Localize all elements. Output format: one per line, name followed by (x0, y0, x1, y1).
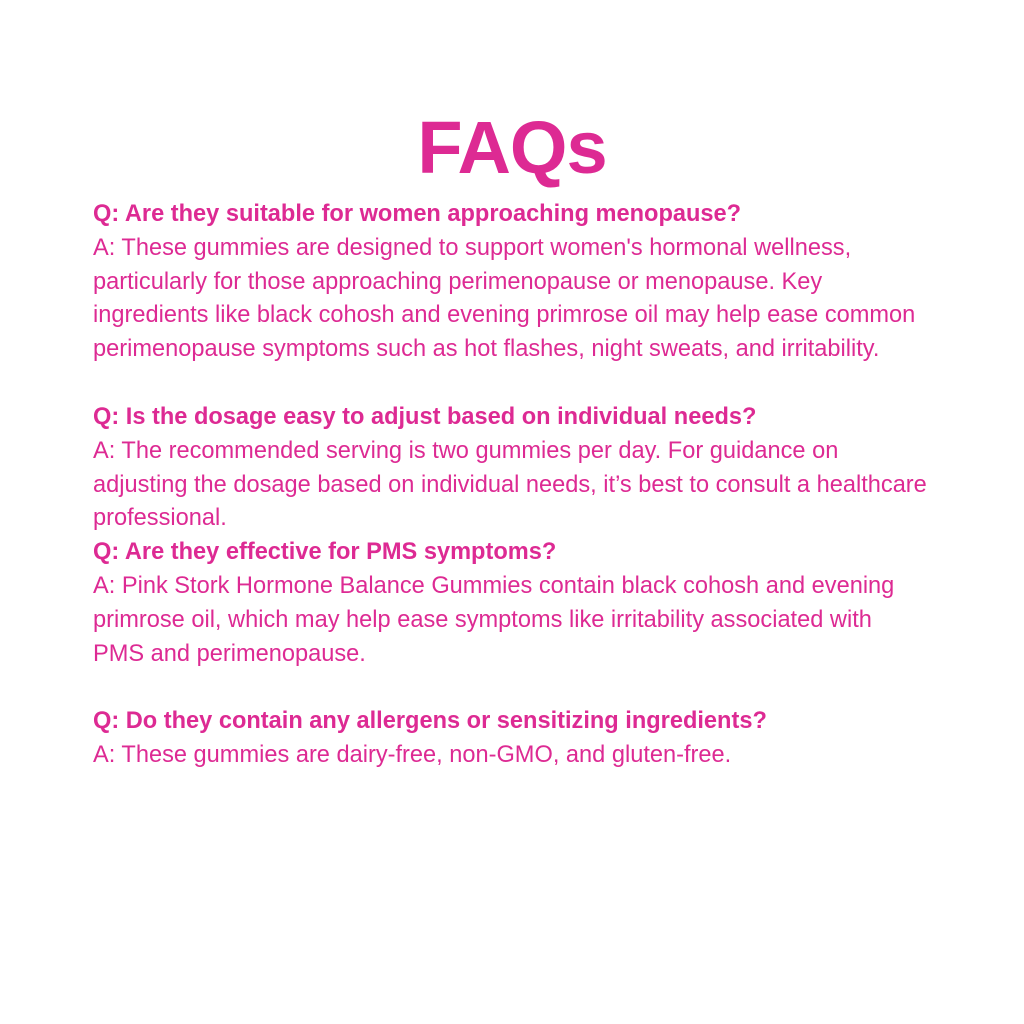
faq-list (93, 198, 953, 773)
faq-answer: A: The recommended serving is two gummies per day. For guidance on adjusting the dosage based on individual needs, it’s best to consult a healthcare professional. (93, 437, 927, 532)
faq-answer: A: These gummies are designed to support women's hormonal wellness, particularly for those approaching perimenopause or menopause. Key ingredients like black cohosh and evening primrose oil may help ease common perimenopause symptoms such as hot flashes, night sweats, and irritability. (93, 234, 916, 363)
faq-item-pms (93, 536, 953, 671)
faq-question: Q: Are they effective for PMS symptoms? (93, 539, 557, 566)
faq-question: Q: Is the dosage easy to adjust based on individual needs? (93, 403, 757, 430)
faq-question: Q: Do they contain any allergens or sensitizing ingredients? (93, 708, 767, 735)
faq-item-allergens (93, 705, 953, 773)
faq-item-dosage (93, 401, 953, 536)
faq-question: Q: Are they suitable for women approaching menopause? (93, 201, 742, 227)
page-title: FAQs (417, 105, 607, 189)
faq-answer: A: These gummies are dairy-free, non-GMO, and gluten-free. (93, 742, 732, 769)
faq-answer: A: Pink Stork Hormone Balance Gummies contain black cohosh and evening primrose oil, which may help ease symptoms like irritability associated with PMS and perimenopause. (93, 572, 895, 667)
faq-item-menopause (93, 198, 953, 367)
